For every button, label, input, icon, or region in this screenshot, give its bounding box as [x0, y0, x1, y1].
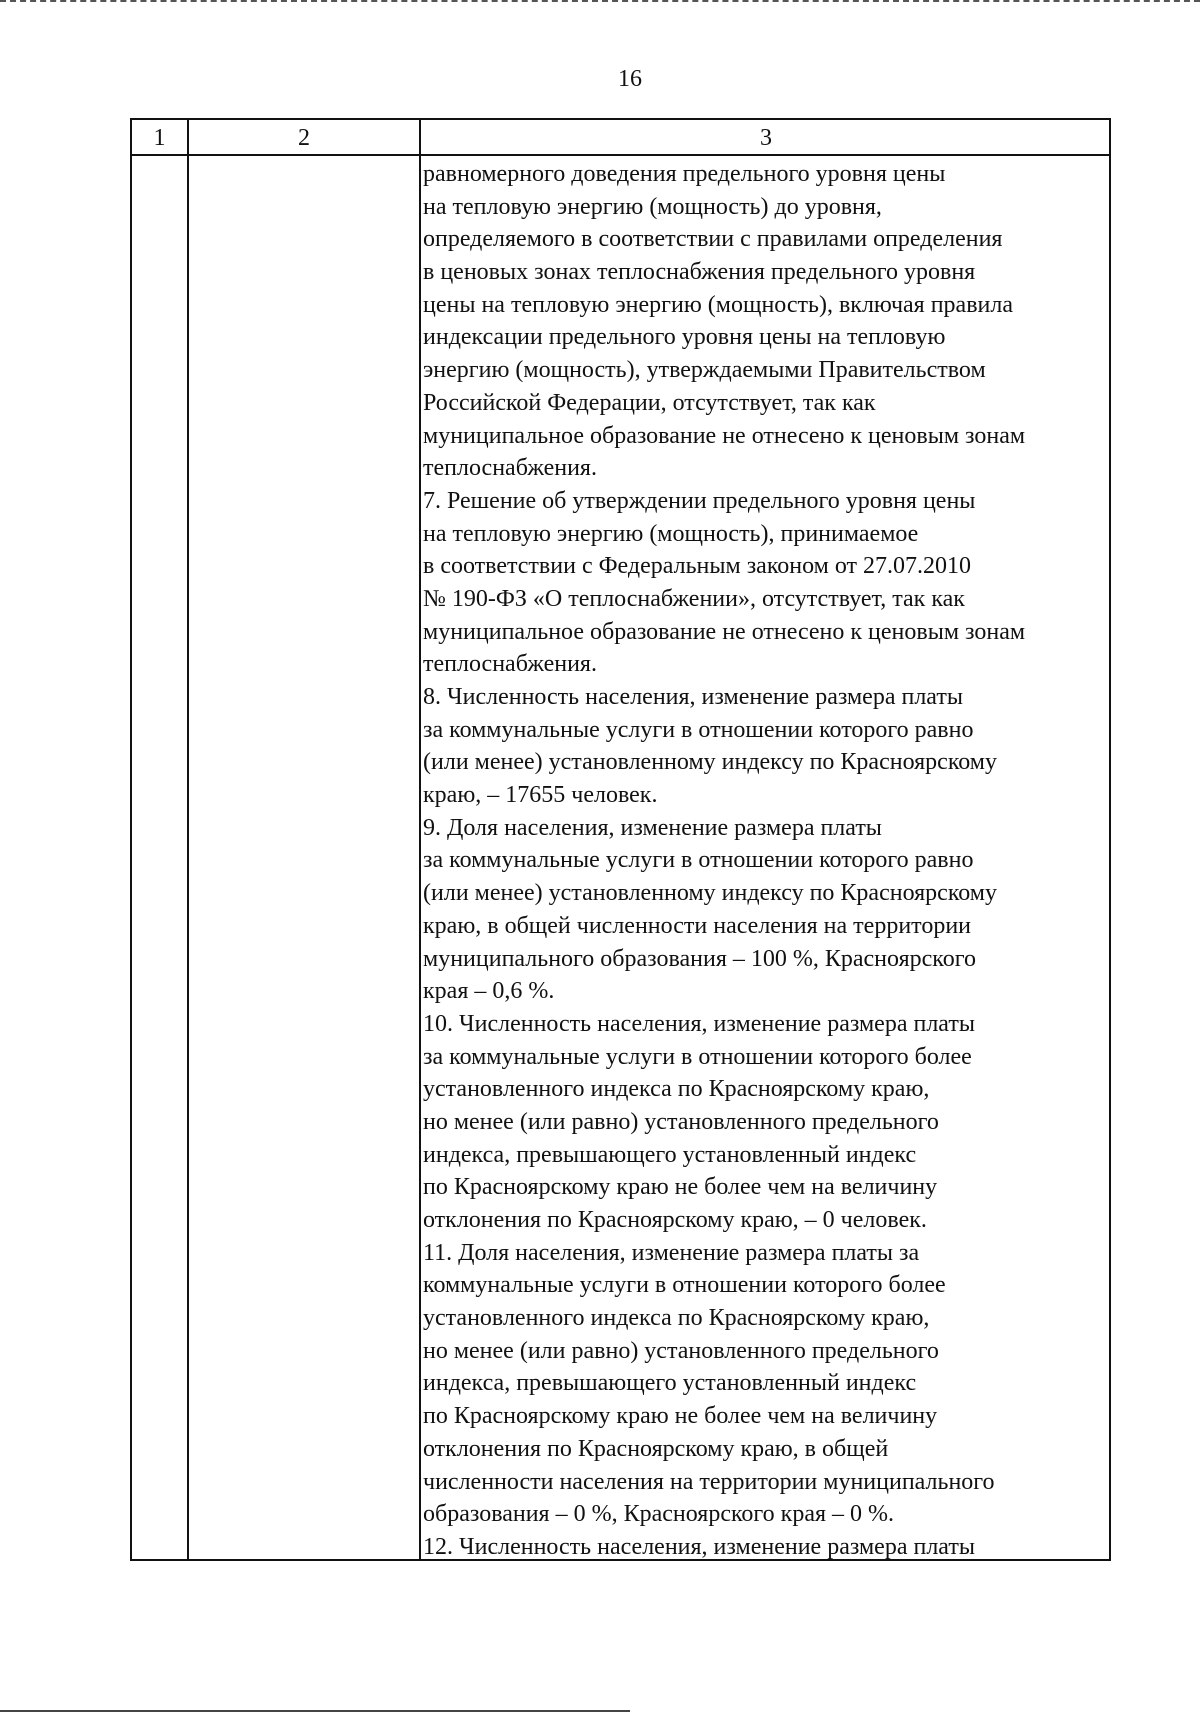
- column-header-1: 1: [153, 125, 166, 151]
- column-3-text: [423, 158, 1113, 1564]
- scan-edge-top: [0, 0, 1200, 2]
- text-line: образования – 0 %, Красноярского края – 0 %.: [423, 1501, 895, 1528]
- text-line: 12. Численность населения, изменение размера платы: [423, 1533, 975, 1560]
- text-line: но менее (или равно) установленного предельного: [423, 1108, 939, 1135]
- text-line: по Красноярскому краю не более чем на величину: [423, 1403, 938, 1430]
- column-divider-2: [419, 120, 421, 1559]
- text-line: но менее (или равно) установленного предельного: [423, 1337, 939, 1364]
- column-divider-1: [187, 120, 189, 1559]
- document-table: [130, 118, 1111, 1561]
- text-line: установленного индекса по Красноярскому краю,: [423, 1305, 930, 1332]
- page-number: 16: [618, 66, 642, 92]
- text-line: по Красноярскому краю не более чем на величину: [423, 1174, 938, 1201]
- text-line: за коммунальные услуги в отношении которого равно: [423, 716, 974, 743]
- text-line: № 190-ФЗ «О теплоснабжении», отсутствует, так как: [423, 585, 965, 612]
- text-line: цены на тепловую энергию (мощность), включая правила: [423, 291, 1014, 318]
- text-line: теплоснабжения.: [423, 455, 597, 482]
- text-line: 10. Численность населения, изменение размера платы: [423, 1010, 975, 1037]
- text-line: краю, – 17655 человек.: [423, 782, 658, 809]
- text-line: на тепловую энергию (мощность) до уровня,: [423, 193, 882, 220]
- text-line: индексации предельного уровня цены на тепловую: [423, 324, 946, 351]
- text-line: определяемого в соответствии с правилами определения: [423, 226, 1003, 253]
- text-line: Российской Федерации, отсутствует, так как: [423, 389, 876, 416]
- text-line: в ценовых зонах теплоснабжения предельного уровня: [423, 259, 976, 286]
- text-line: муниципальное образование не отнесено к ценовым зонам: [423, 618, 1026, 645]
- text-line: (или менее) установленному индексу по Красноярскому: [423, 749, 997, 776]
- header-row-divider: [132, 154, 1109, 156]
- text-line: установленного индекса по Красноярскому краю,: [423, 1076, 930, 1103]
- column-header-3: 3: [760, 125, 772, 151]
- text-line: отклонения по Красноярскому краю, в общей: [423, 1435, 889, 1462]
- text-line: (или менее) установленному индексу по Красноярскому: [423, 880, 997, 907]
- text-line: теплоснабжения.: [423, 651, 597, 678]
- text-line: края – 0,6 %.: [423, 978, 555, 1005]
- text-line: муниципального образования – 100 %, Красноярского: [423, 945, 976, 972]
- text-line: индекса, превышающего установленный индекс: [423, 1370, 917, 1397]
- text-line: муниципальное образование не отнесено к ценовым зонам: [423, 422, 1026, 449]
- text-line: энергию (мощность), утверждаемыми Правительством: [423, 357, 986, 384]
- text-line: индекса, превышающего установленный индекс: [423, 1141, 917, 1168]
- text-line: отклонения по Красноярскому краю, – 0 человек.: [423, 1207, 927, 1233]
- text-line: численности населения на территории муниципального: [423, 1468, 995, 1495]
- text-line: коммунальные услуги в отношении которого более: [423, 1272, 946, 1299]
- text-line: 7. Решение об утверждении предельного уровня цены: [423, 487, 976, 514]
- text-line: за коммунальные услуги в отношении которого более: [423, 1043, 972, 1070]
- text-line: равномерного доведения предельного уровня цены: [423, 161, 946, 187]
- text-line: за коммунальные услуги в отношении которого равно: [423, 847, 974, 874]
- text-line: 11. Доля населения, изменение размера платы за: [423, 1239, 920, 1266]
- text-line: в соответствии с Федеральным законом от 27.07.2010: [423, 553, 972, 580]
- text-line: на тепловую энергию (мощность), принимаемое: [423, 520, 919, 547]
- text-line: 9. Доля населения, изменение размера платы: [423, 814, 882, 841]
- scan-edge-bottom: [0, 1710, 630, 1712]
- text-line: краю, в общей численности населения на территории: [423, 912, 972, 939]
- column-header-2: 2: [298, 125, 310, 151]
- text-line: 8. Численность населения, изменение размера платы: [423, 684, 963, 710]
